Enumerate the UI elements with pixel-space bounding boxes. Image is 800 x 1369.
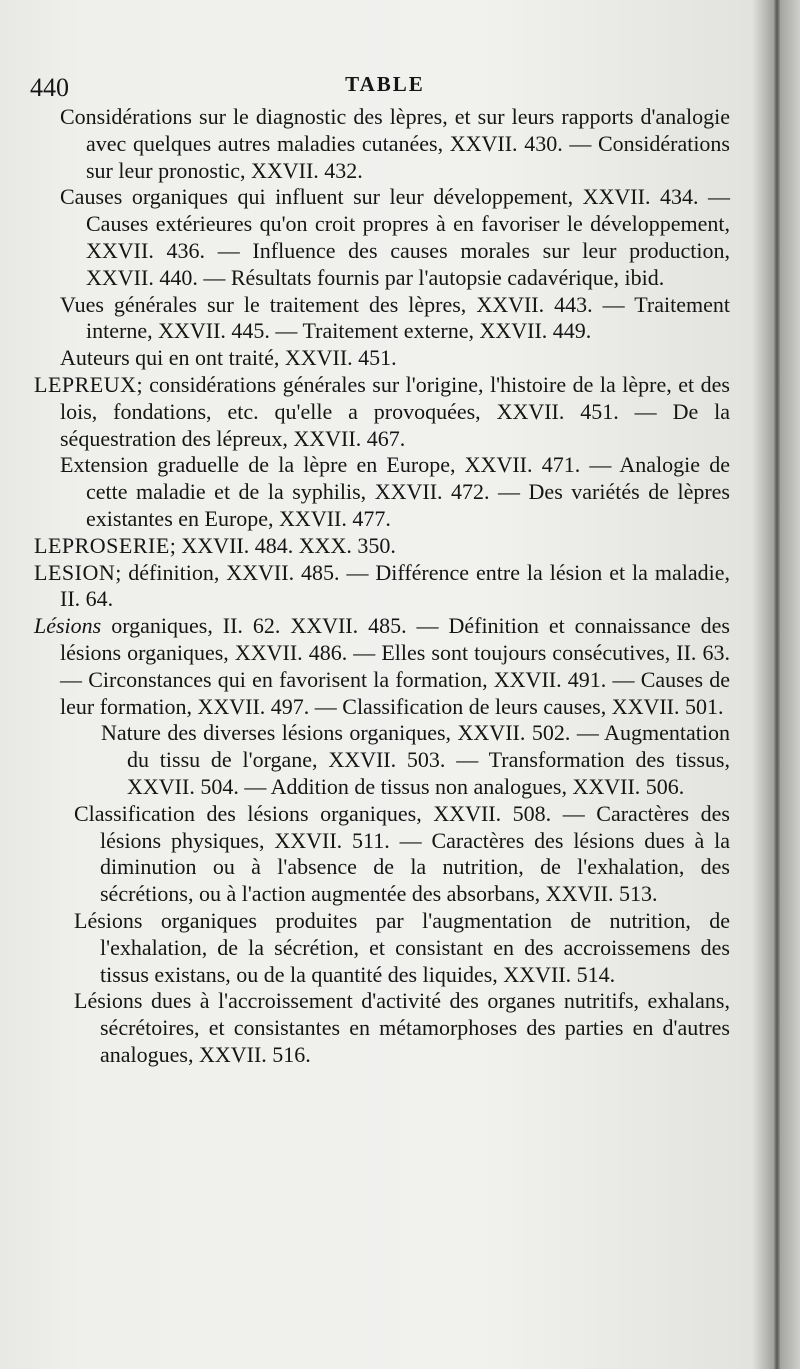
index-content	[30, 104, 730, 1069]
entry-text: Vues générales sur le traitement des lèpres, XXVII. 443. — Traitement interne, XXVII. 445. — Traitement externe, XXVII. 449.	[60, 291, 730, 344]
entry-text: Considérations sur le diagnostic des lèpres, et sur leurs rapports d'analogie avec quelques autres maladies cutanées, XXVII. 430. — Considérations sur leur pronostic, XXVII. 432.	[60, 104, 730, 183]
page-spine-shadow	[774, 0, 780, 1369]
headword: LESION	[34, 559, 116, 585]
entry-text: Classification des lésions organiques, XXVII. 508. — Caractères des lésions physiques, XXVII. 511. — Caractères des lésions dues à la diminution ou à l'absence de la nutrition, de l'exhalation, des sécrétions, ou à l'action augmentée des absorbans, XXVII. 513.	[74, 800, 730, 907]
entry-text: ; XXVII. 484. XXX. 350.	[169, 532, 396, 558]
page-title: TABLE	[345, 72, 425, 96]
entry-text: Auteurs qui en ont traité, XXVII. 451.	[60, 345, 397, 371]
index-entry	[30, 908, 730, 988]
entry-text: Nature des diverses lésions organiques, XXVII. 502. — Augmentation du tissu de l'organe, XXVII. 503. — Transformation des tissus, XXVII. 504. — Addition de tissus non analogues, XXVII. 506.	[101, 720, 730, 799]
index-entry	[30, 801, 730, 908]
headword: LEPROSERIE	[34, 532, 170, 558]
index-entry	[30, 720, 730, 800]
index-entry-lepreux	[30, 372, 730, 452]
index-entry-lesions-organiques	[30, 613, 730, 720]
headword: LEPREUX	[34, 371, 137, 397]
index-entry-lesion	[30, 560, 730, 614]
index-entry	[30, 104, 730, 184]
entry-text: Extension graduelle de la lèpre en Europe, XXVII. 471. — Analogie de cette maladie et de la syphilis, XXVII. 472. — Des variétés de lèpres existantes en Europe, XXVII. 477.	[60, 452, 730, 531]
entry-text: organiques, II. 62. XXVII. 485. — Définition et connaissance des lésions organiques, XXVII. 486. — Elles sont toujours consécutives, II. 63. — Circonstances qui en favorisent la formation, XXVII. 491. — Causes de leur formation, XXVII. 497. — Classification de leurs causes, XXVII. 501.	[60, 613, 730, 719]
headword: Lésions	[34, 613, 102, 639]
index-entry	[30, 292, 730, 346]
entry-text: Causes organiques qui influent sur leur développement, XXVII. 434. — Causes extérieures qu'on croit propres à en favoriser le développement, XXVII. 436. — Influence des causes morales sur leur production, XXVII. 440. — Résultats fournis par l'autopsie cadavérique, ibid.	[60, 184, 730, 290]
entry-text: Lésions dues à l'accroissement d'activité des organes nutritifs, exhalans, sécrétoires, et consistantes en métamorphoses des parties en d'autres analogues, XXVII. 516.	[74, 988, 730, 1067]
entry-text: ; considérations générales sur l'origine, l'histoire de la lèpre, et des lois, fondations, etc. qu'elle a provoquées, XXVII. 451. — De la séquestration des lépreux, XXVII. 467.	[60, 371, 730, 451]
index-entry-leproserie	[30, 533, 730, 560]
entry-text: Lésions organiques produites par l'augmentation de nutrition, de l'exhalation, de la sécrétion, et consistant en des accroissemens des tissus existans, ou de la quantité des liquides, XXVII. 514.	[74, 907, 730, 987]
entry-text: ; définition, XXVII. 485. — Différence entre la lésion et la maladie, II. 64.	[60, 559, 730, 612]
index-entry	[30, 988, 730, 1068]
index-entry	[30, 452, 730, 532]
index-entry	[30, 184, 730, 291]
index-entry	[30, 345, 730, 372]
page-number: 440	[30, 73, 69, 102]
